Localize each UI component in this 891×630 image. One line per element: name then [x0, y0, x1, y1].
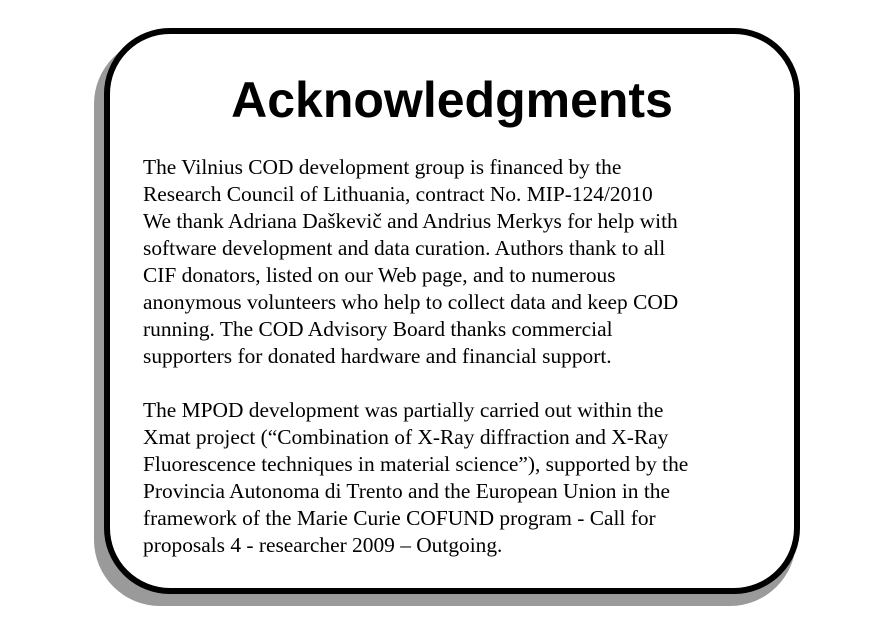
acknowledgments-body — [143, 154, 783, 559]
text-line: running. The COD Advisory Board thanks commercial — [143, 317, 613, 341]
text-line: Research Council of Lithuania, contract No. MIP-124/2010 — [143, 182, 653, 206]
text-line: The Vilnius COD development group is financed by the — [143, 155, 622, 179]
text-line: We thank Adriana Daškevič and Andrius Merkys for help with — [143, 209, 678, 233]
text-line: framework of the Marie Curie COFUND program - Call for — [143, 506, 656, 530]
paragraph-mpod-funding — [143, 397, 783, 559]
text-line: supporters for donated hardware and financial support. — [143, 344, 612, 368]
text-line: Fluorescence techniques in material science”), supported by the — [143, 452, 689, 476]
paragraph-cod-funding — [143, 154, 783, 370]
text-line: proposals 4 - researcher 2009 – Outgoing. — [143, 533, 503, 557]
text-line: software development and data curation. Authors thank to all — [143, 236, 666, 260]
text-line: anonymous volunteers who help to collect data and keep COD — [143, 290, 679, 314]
text-line: CIF donators, listed on our Web page, and to numerous — [143, 263, 616, 287]
slide-title: Acknowledgments — [231, 72, 673, 128]
text-line: The MPOD development was partially carried out within the — [143, 398, 664, 422]
text-line: Xmat project (“Combination of X-Ray diffraction and X-Ray — [143, 425, 669, 449]
acknowledgments-panel — [104, 28, 800, 594]
text-line: Provincia Autonoma di Trento and the European Union in the — [143, 479, 670, 503]
